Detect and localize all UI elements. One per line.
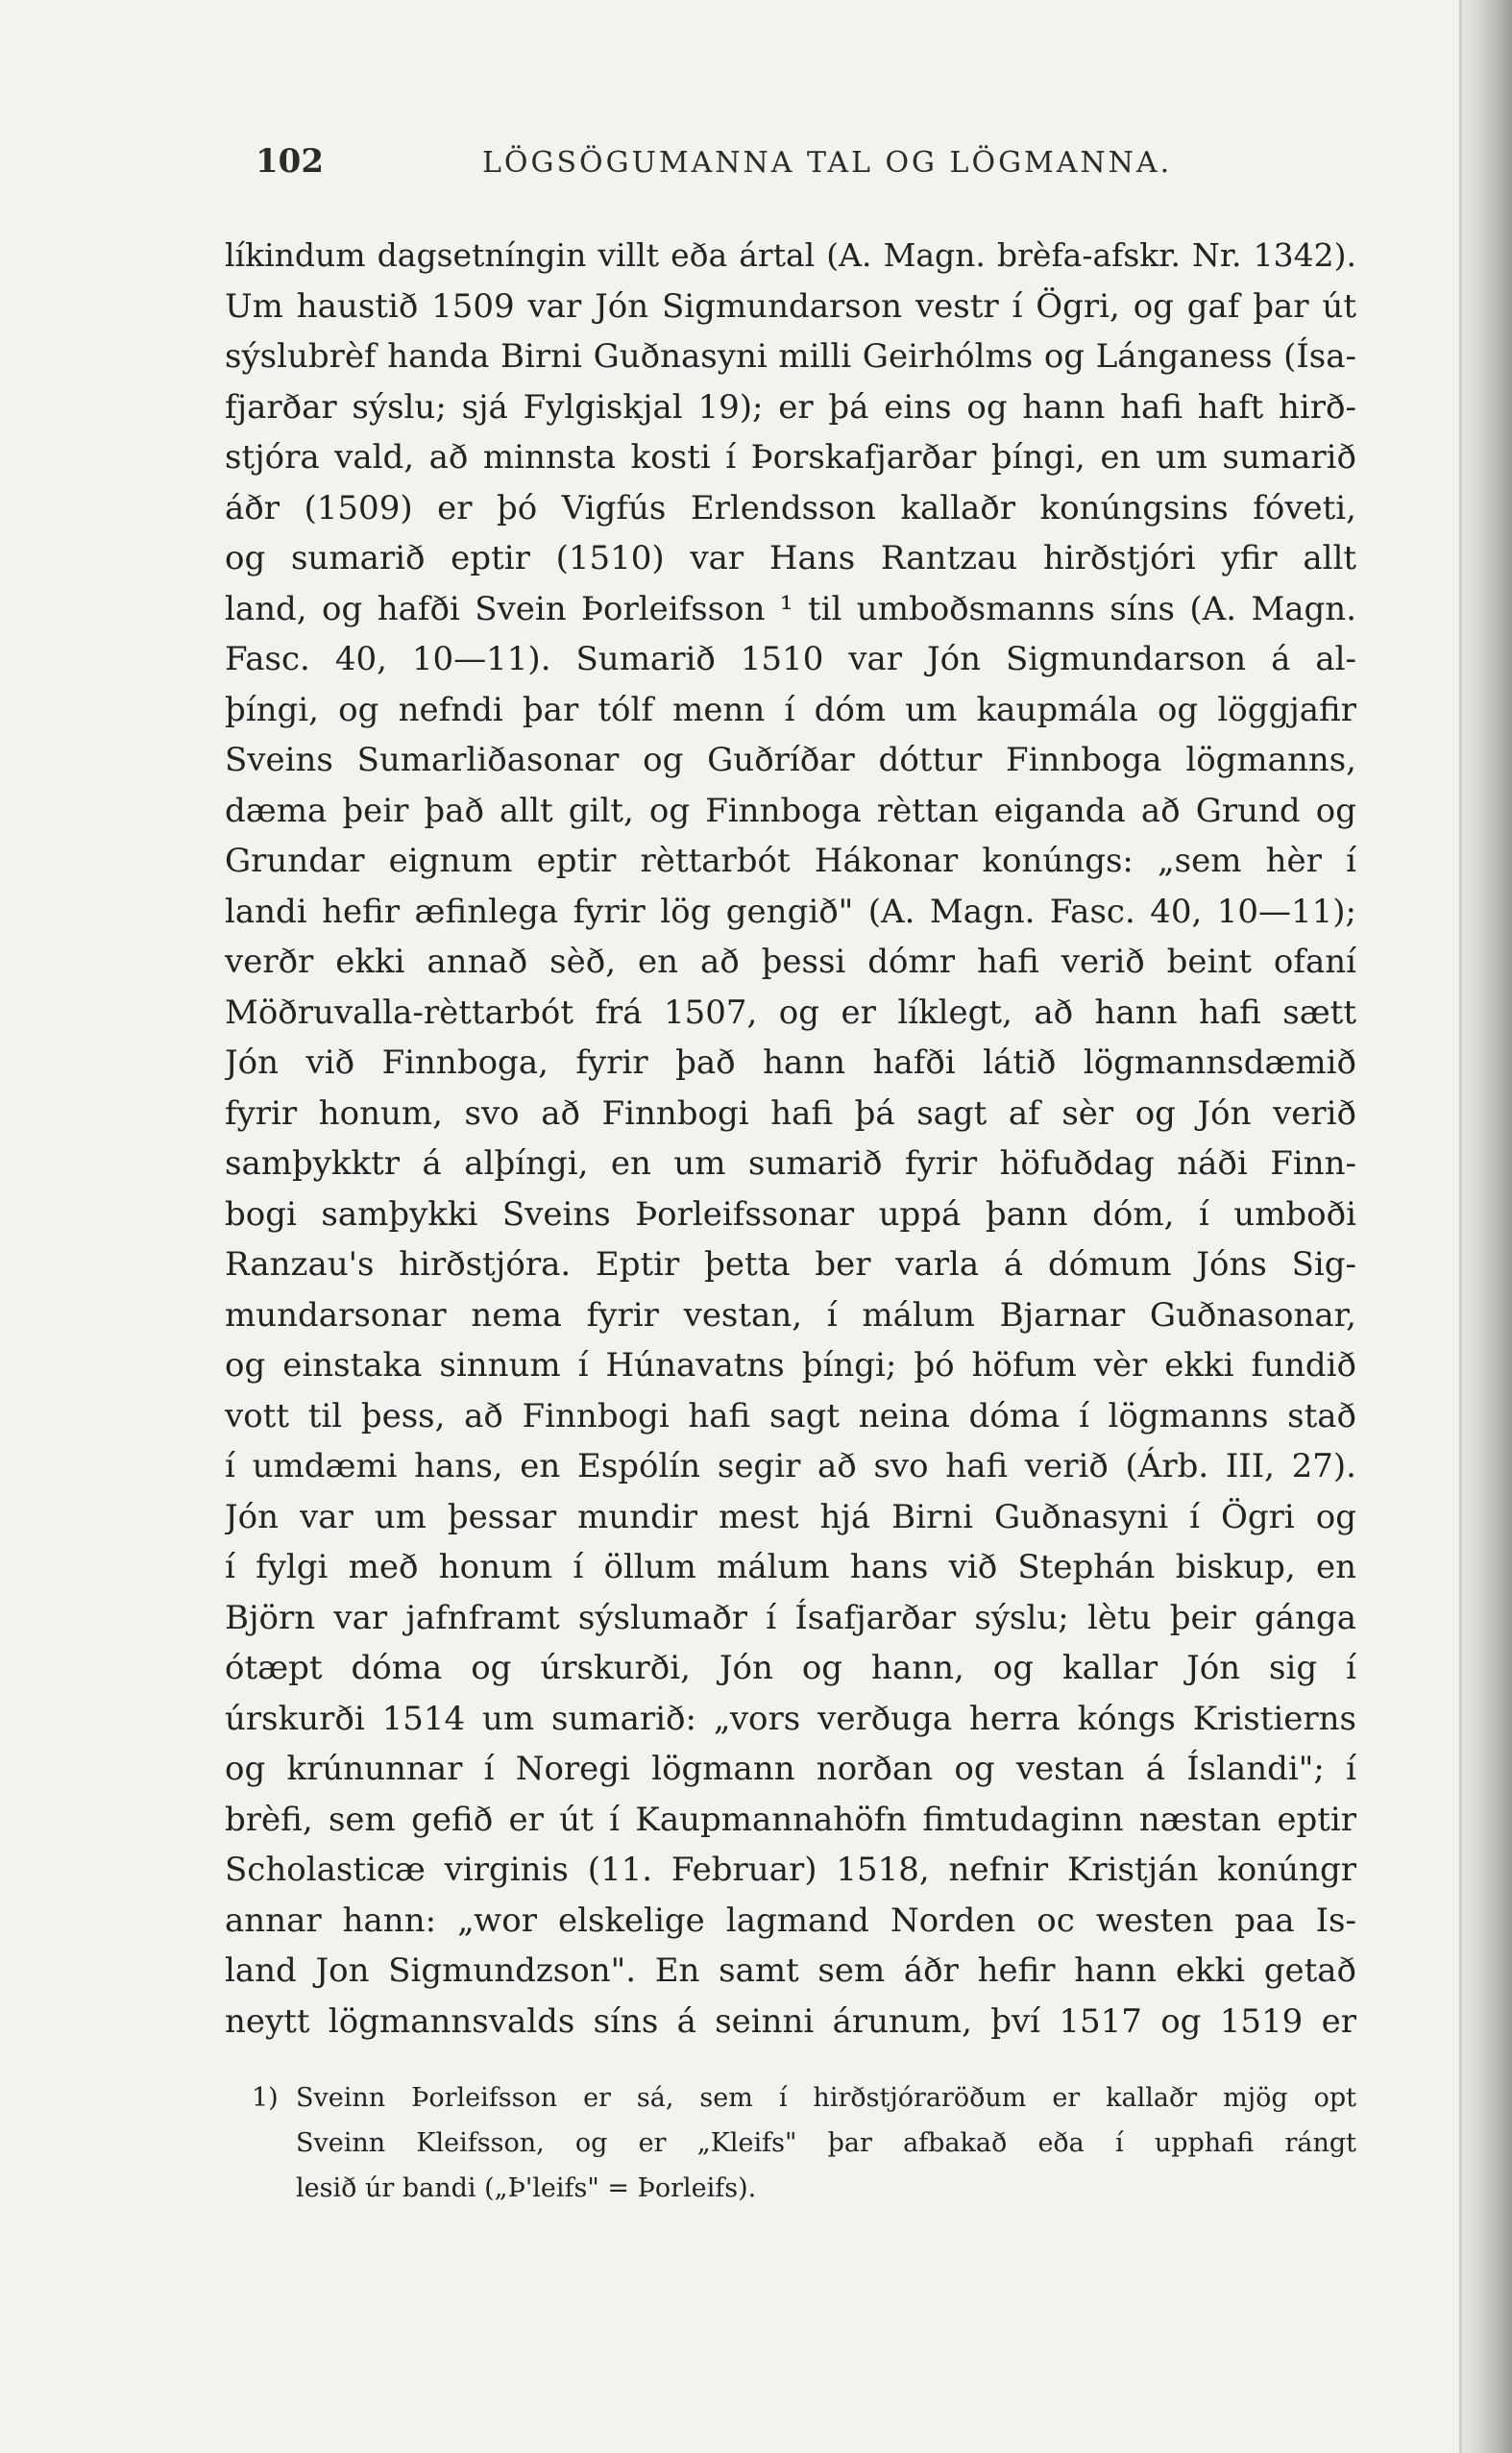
page-number: 102 (256, 142, 324, 181)
text-line: ótæpt dóma og úrskurði, Jón og hann, og kallar Jón sig í (225, 1649, 1356, 1687)
footnotes-block (252, 2075, 1356, 2211)
footnote-line: lesið úr bandi („Þ'leifs" = Þorleifs). (296, 2173, 757, 2203)
page-edge-shadow (1462, 0, 1512, 2453)
footnote-marker: 1) (252, 2083, 279, 2113)
text-line: sýslubrèf handa Birni Guðnasyni milli Geirhólms og Lánganess (Ísa- (225, 337, 1356, 376)
text-line: neytt lögmannsvalds síns á seinni árunum, því 1517 og 1519 er (225, 2001, 1356, 2041)
main-text-block (225, 231, 1356, 2047)
text-line: samþykktr á alþíngi, en um sumarið fyrir höfuðdag náði Finn- (225, 1144, 1356, 1183)
text-line: og sumarið eptir (1510) var Hans Rantzau hirðstjóri yfir allt (225, 539, 1356, 577)
footnote-text: Sveinn Þorleifsson er sá, sem í hirðstjóraröðum er kallaðr mjög opt (296, 2083, 1356, 2113)
text-line: Ranzau's hirðstjóra. Eptir þetta ber varla á dómum Jóns Sig- (225, 1245, 1356, 1284)
text-line: stjóra vald, að minnsta kosti í Þorskafjarðar þíngi, en um sumarið (225, 438, 1356, 477)
text-line: vott til þess, að Finnbogi hafi sagt neina dóma í lögmanns stað (225, 1396, 1356, 1435)
text-line: brèfi, sem gefið er út í Kaupmannahöfn fimtudaginn næstan eptir (225, 1800, 1356, 1839)
text-line: áðr (1509) er þó Vigfús Erlendsson kallaðr konúngsins fóveti, (225, 488, 1356, 527)
text-line: Sveins Sumarliðasonar og Guðríðar dóttur Finnboga lögmanns, (225, 741, 1356, 779)
text-line: mundarsonar nema fyrir vestan, í málum Bjarnar Guðnasonar, (225, 1295, 1356, 1335)
text-line: Möðruvalla-rèttarbót frá 1507, og er líklegt, að hann hafi sætt (225, 993, 1356, 1032)
text-line: í umdæmi hans, en Espólín segir að svo hafi verið (Árb. III, 27). (225, 1447, 1356, 1485)
text-line: líkindum dagsetníngin villt eða ártal (A. Magn. brèfa-afskr. Nr. 1342). (225, 236, 1356, 274)
text-line: landi hefir æfinlega fyrir lög gengið" (A. Magn. Fasc. 40, 10—11); (225, 892, 1356, 931)
text-line: annar hann: „wor elskelige lagmand Norden oc westen paa Is- (225, 1901, 1356, 1940)
text-line: bogi samþykki Sveins Þorleifssonar uppá þann dóm, í umboði (225, 1194, 1356, 1234)
text-line: fjarðar sýslu; sjá Fylgiskjal 19); er þá eins og hann hafi haft hirð- (225, 387, 1356, 427)
text-line: Scholasticæ virginis (11. Februar) 1518, nefnir Kristján konúngr (225, 1851, 1356, 1889)
text-line: úrskurði 1514 um sumarið: „vors verðuga herra kóngs Kristierns (225, 1699, 1356, 1738)
text-line: og krúnunnar í Noregi lögmann norðan og vestan á Íslandi"; í (225, 1750, 1356, 1788)
text-line: og einstaka sinnum í Húnavatns þíngi; þó höfum vèr ekki fundið (225, 1346, 1356, 1385)
text-line: land Jon Sigmundzson". En samt sem áðr hefir hann ekki getað (225, 1951, 1356, 1990)
text-line: verðr ekki annað sèð, en að þessi dómr hafi verið beint ofaní (225, 943, 1356, 981)
text-line: Jón við Finnboga, fyrir það hann hafði látið lögmannsdæmið (225, 1043, 1356, 1082)
text-line: fyrir honum, svo að Finnbogi hafi þá sagt af sèr og Jón verið (225, 1093, 1356, 1133)
text-line: í fylgi með honum í öllum málum hans við Stephán biskup, en (225, 1548, 1356, 1586)
text-line: Björn var jafnframt sýslumaðr í Ísafjarðar sýslu; lètu þeir gánga (225, 1598, 1356, 1637)
text-line: þíngi, og nefndi þar tólf menn í dóm um kaupmála og löggjafir (225, 690, 1356, 729)
footnote-line: Sveinn Kleifsson, og er „Kleifs" þar afbakað eða í upphafi rángt (296, 2128, 1356, 2158)
text-line: land, og hafði Svein Þorleifsson ¹ til umboðsmanns síns (A. Magn. (225, 589, 1356, 628)
page-header (223, 142, 1356, 200)
text-line: dæma þeir það allt gilt, og Finnboga rèttan eiganda að Grund og (225, 791, 1356, 830)
text-line: Um haustið 1509 var Jón Sigmundarson vestr í Ögri, og gaf þar út (225, 286, 1356, 326)
running-head: LÖGSÖGUMANNA TAL OG LÖGMANNA. (482, 146, 1173, 180)
text-line: Fasc. 40, 10—11). Sumarið 1510 var Jón Sigmundarson á al- (225, 640, 1356, 678)
footnote-line (252, 2075, 1356, 2121)
text-line: Grundar eignum eptir rèttarbót Hákonar konúngs: „sem hèr í (225, 842, 1356, 880)
text-line: Jón var um þessar mundir mest hjá Birni Guðnasyni í Ögri og (225, 1497, 1356, 1536)
